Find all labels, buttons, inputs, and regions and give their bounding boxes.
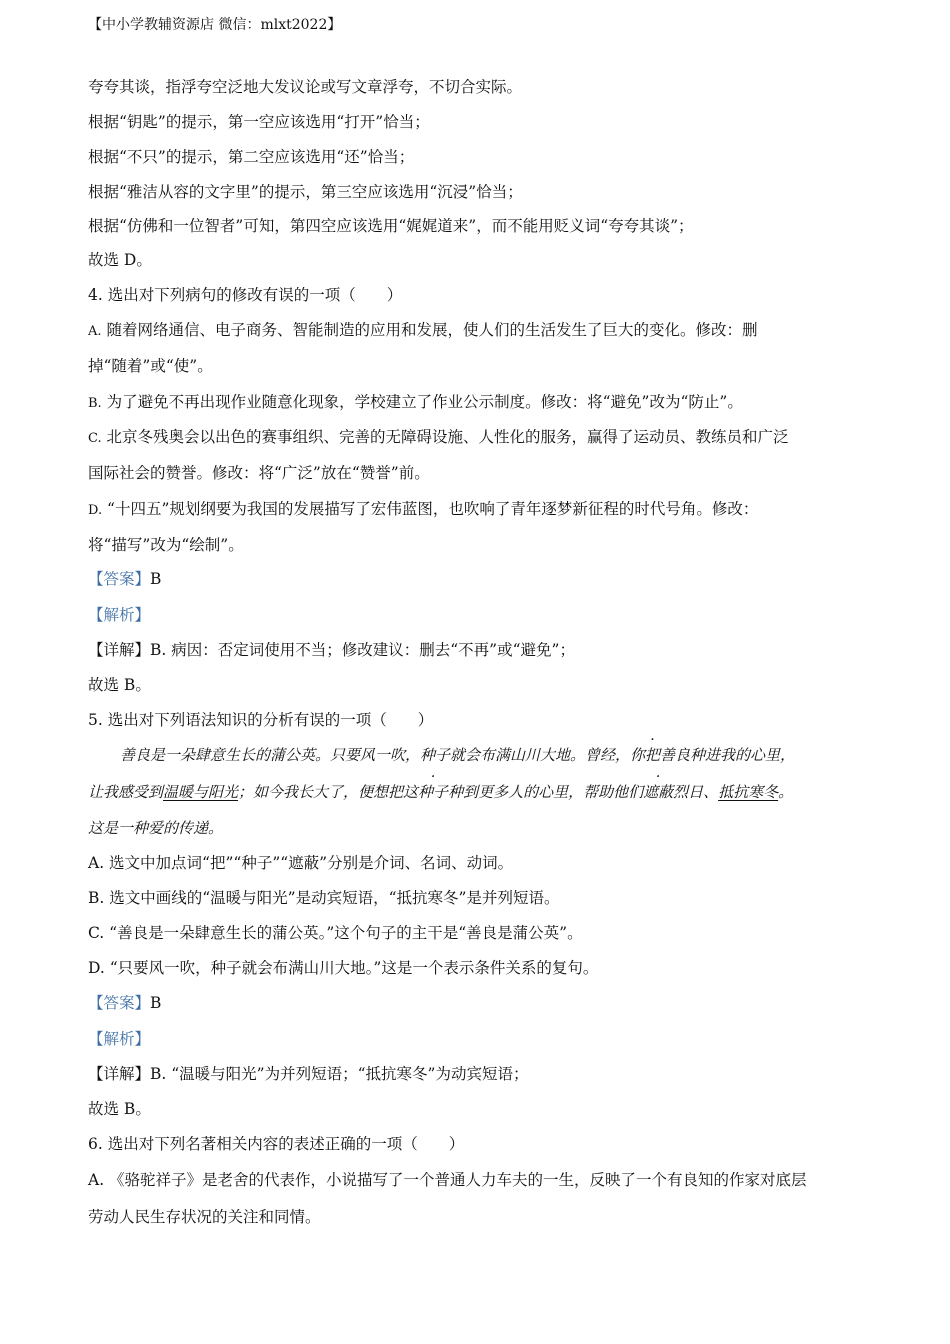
- q6-option-a: A. 《骆驼祥子》是老舍的代表作，小说描写了一个普通人力车夫的一生，反映了一个有良知的作家对底层: [88, 1171, 807, 1189]
- passage-line-2: [88, 782, 793, 802]
- conclusion-line: 故选 D。: [88, 251, 152, 269]
- q4-analysis-tag: [88, 605, 150, 625]
- passage-line-1: [120, 745, 795, 765]
- q4-option-d: [88, 499, 758, 521]
- question-4-title: 4. 选出对下列病句的修改有误的一项（ ）: [88, 286, 403, 304]
- q4-answer: [88, 569, 161, 589]
- q4-option-a-cont: 掉“随着”或“使”。: [88, 357, 213, 375]
- answer-value: B: [150, 570, 162, 588]
- answer-tag: 【答案】: [88, 570, 151, 588]
- answer-value: B: [150, 994, 162, 1012]
- q6-option-a-cont: 劳动人民生存状况的关注和同情。: [88, 1208, 321, 1226]
- explanation-line: 根据“雅洁从容的文字里”的提示，第三空应该选用“沉浸”恰当；: [88, 183, 523, 201]
- option-label: A.: [88, 324, 102, 339]
- answer-tag: 【答案】: [88, 994, 151, 1012]
- passage-text: 善良是一朵肆意生长的蒲公英。只要风一吹，种子就会布满山川大地。曾经，你: [120, 746, 646, 764]
- option-text: 北京冬残奥会以出色的赛事组织、完善的无障碍设施、人性化的服务，赢得了运动员、教练员和广泛: [101, 428, 789, 446]
- explanation-line: 根据“钥匙”的提示，第一空应该选用“打开”恰当；: [88, 113, 430, 131]
- option-text: 为了避免不再出现作业随意化现象，学校建立了作业公示制度。修改：将“避免”改为“防止”。: [101, 393, 743, 411]
- passage-text: 善良种进我的心里，: [660, 746, 796, 764]
- detail-tag: 【详解】: [88, 641, 151, 659]
- question-6-title: 6. 选出对下列名著相关内容的表述正确的一项（ ）: [88, 1135, 465, 1153]
- q4-conclusion: 故选 B。: [88, 676, 151, 694]
- passage-text: 种到更多人的心里，帮助他们: [448, 783, 644, 801]
- q4-detail: [88, 640, 575, 660]
- q4-option-c: [88, 427, 789, 449]
- option-text: 随着网络通信、电子商务、智能制造的应用和发展，使人们的生活发生了巨大的变化。修改：删: [101, 321, 758, 339]
- analysis-tag: 【解析】: [88, 1030, 151, 1048]
- explanation-line: 夸夸其谈，指浮夸空泛地大发议论或写文章浮夸，不切合实际。: [88, 78, 523, 96]
- q5-option-a: A. 选文中加点词“把”“种子”“遮蔽”分别是介词、名词、动词。: [88, 854, 514, 872]
- explanation-line: 根据“不只”的提示，第二空应该选用“还”恰当；: [88, 148, 415, 166]
- underlined-phrase: 温暖与阳光: [163, 783, 239, 801]
- q5-conclusion: 故选 B。: [88, 1100, 151, 1118]
- dotted-word: 把: [645, 746, 661, 764]
- q5-option-c: C. “善良是一朵肆意生长的蒲公英。”这个句子的主干是“善良是蒲公英”。: [88, 924, 583, 942]
- q5-answer: [88, 993, 161, 1013]
- q5-analysis-tag: [88, 1029, 150, 1049]
- question-5-title: 5. 选出对下列语法知识的分析有误的一项（ ）: [88, 711, 434, 729]
- q4-option-d-cont: 将“描写”改为“绘制”。: [88, 536, 244, 554]
- q5-option-b: B. 选文中画线的“温暖与阳光”是动宾短语，“抵抗寒冬”是并列短语。: [88, 889, 560, 907]
- detail-text: B. “温暖与阳光”为并列短语；“抵抗寒冬”为动宾短语；: [150, 1065, 529, 1083]
- explanation-line: 根据“仿佛和一位智者”可知，第四空应该选用“娓娓道来”，而不能用贬义词“夸夸其谈”；: [88, 217, 694, 235]
- passage-text: 烈日、: [673, 783, 719, 801]
- option-label: B.: [88, 396, 102, 411]
- q4-option-b: [88, 392, 743, 414]
- dotted-word: 种子: [418, 783, 449, 801]
- q4-option-a: [88, 320, 757, 342]
- detail-tag: 【详解】: [88, 1065, 151, 1083]
- page-header: 【中小学教辅资源店 微信：mlxt2022】: [88, 17, 342, 33]
- passage-text: 。: [778, 783, 794, 801]
- detail-text: B. 病因：否定词使用不当；修改建议：删去“不再”或“避免”；: [150, 641, 575, 659]
- q5-detail: [88, 1064, 528, 1084]
- dotted-word: 遮蔽: [643, 783, 674, 801]
- option-label: D.: [88, 503, 103, 518]
- analysis-tag: 【解析】: [88, 606, 151, 624]
- underlined-phrase: 抵抗寒冬: [718, 783, 779, 801]
- q4-option-c-cont: 国际社会的赞誉。修改：将“广泛”放在“赞誉”前。: [88, 464, 430, 482]
- q5-option-d: D. “只要风一吹，种子就会布满山川大地。”这是一个表示条件关系的复句。: [88, 959, 599, 977]
- passage-text: ；如今我长大了，便想把这: [238, 783, 419, 801]
- passage-text: 让我感受到: [88, 783, 164, 801]
- option-label: C.: [88, 431, 102, 446]
- option-text: “十四五”规划纲要为我国的发展描写了宏伟蓝图，也吹响了青年逐梦新征程的时代号角。修改：: [102, 500, 759, 518]
- passage-line-3: 这是一种爱的传递。: [88, 819, 224, 837]
